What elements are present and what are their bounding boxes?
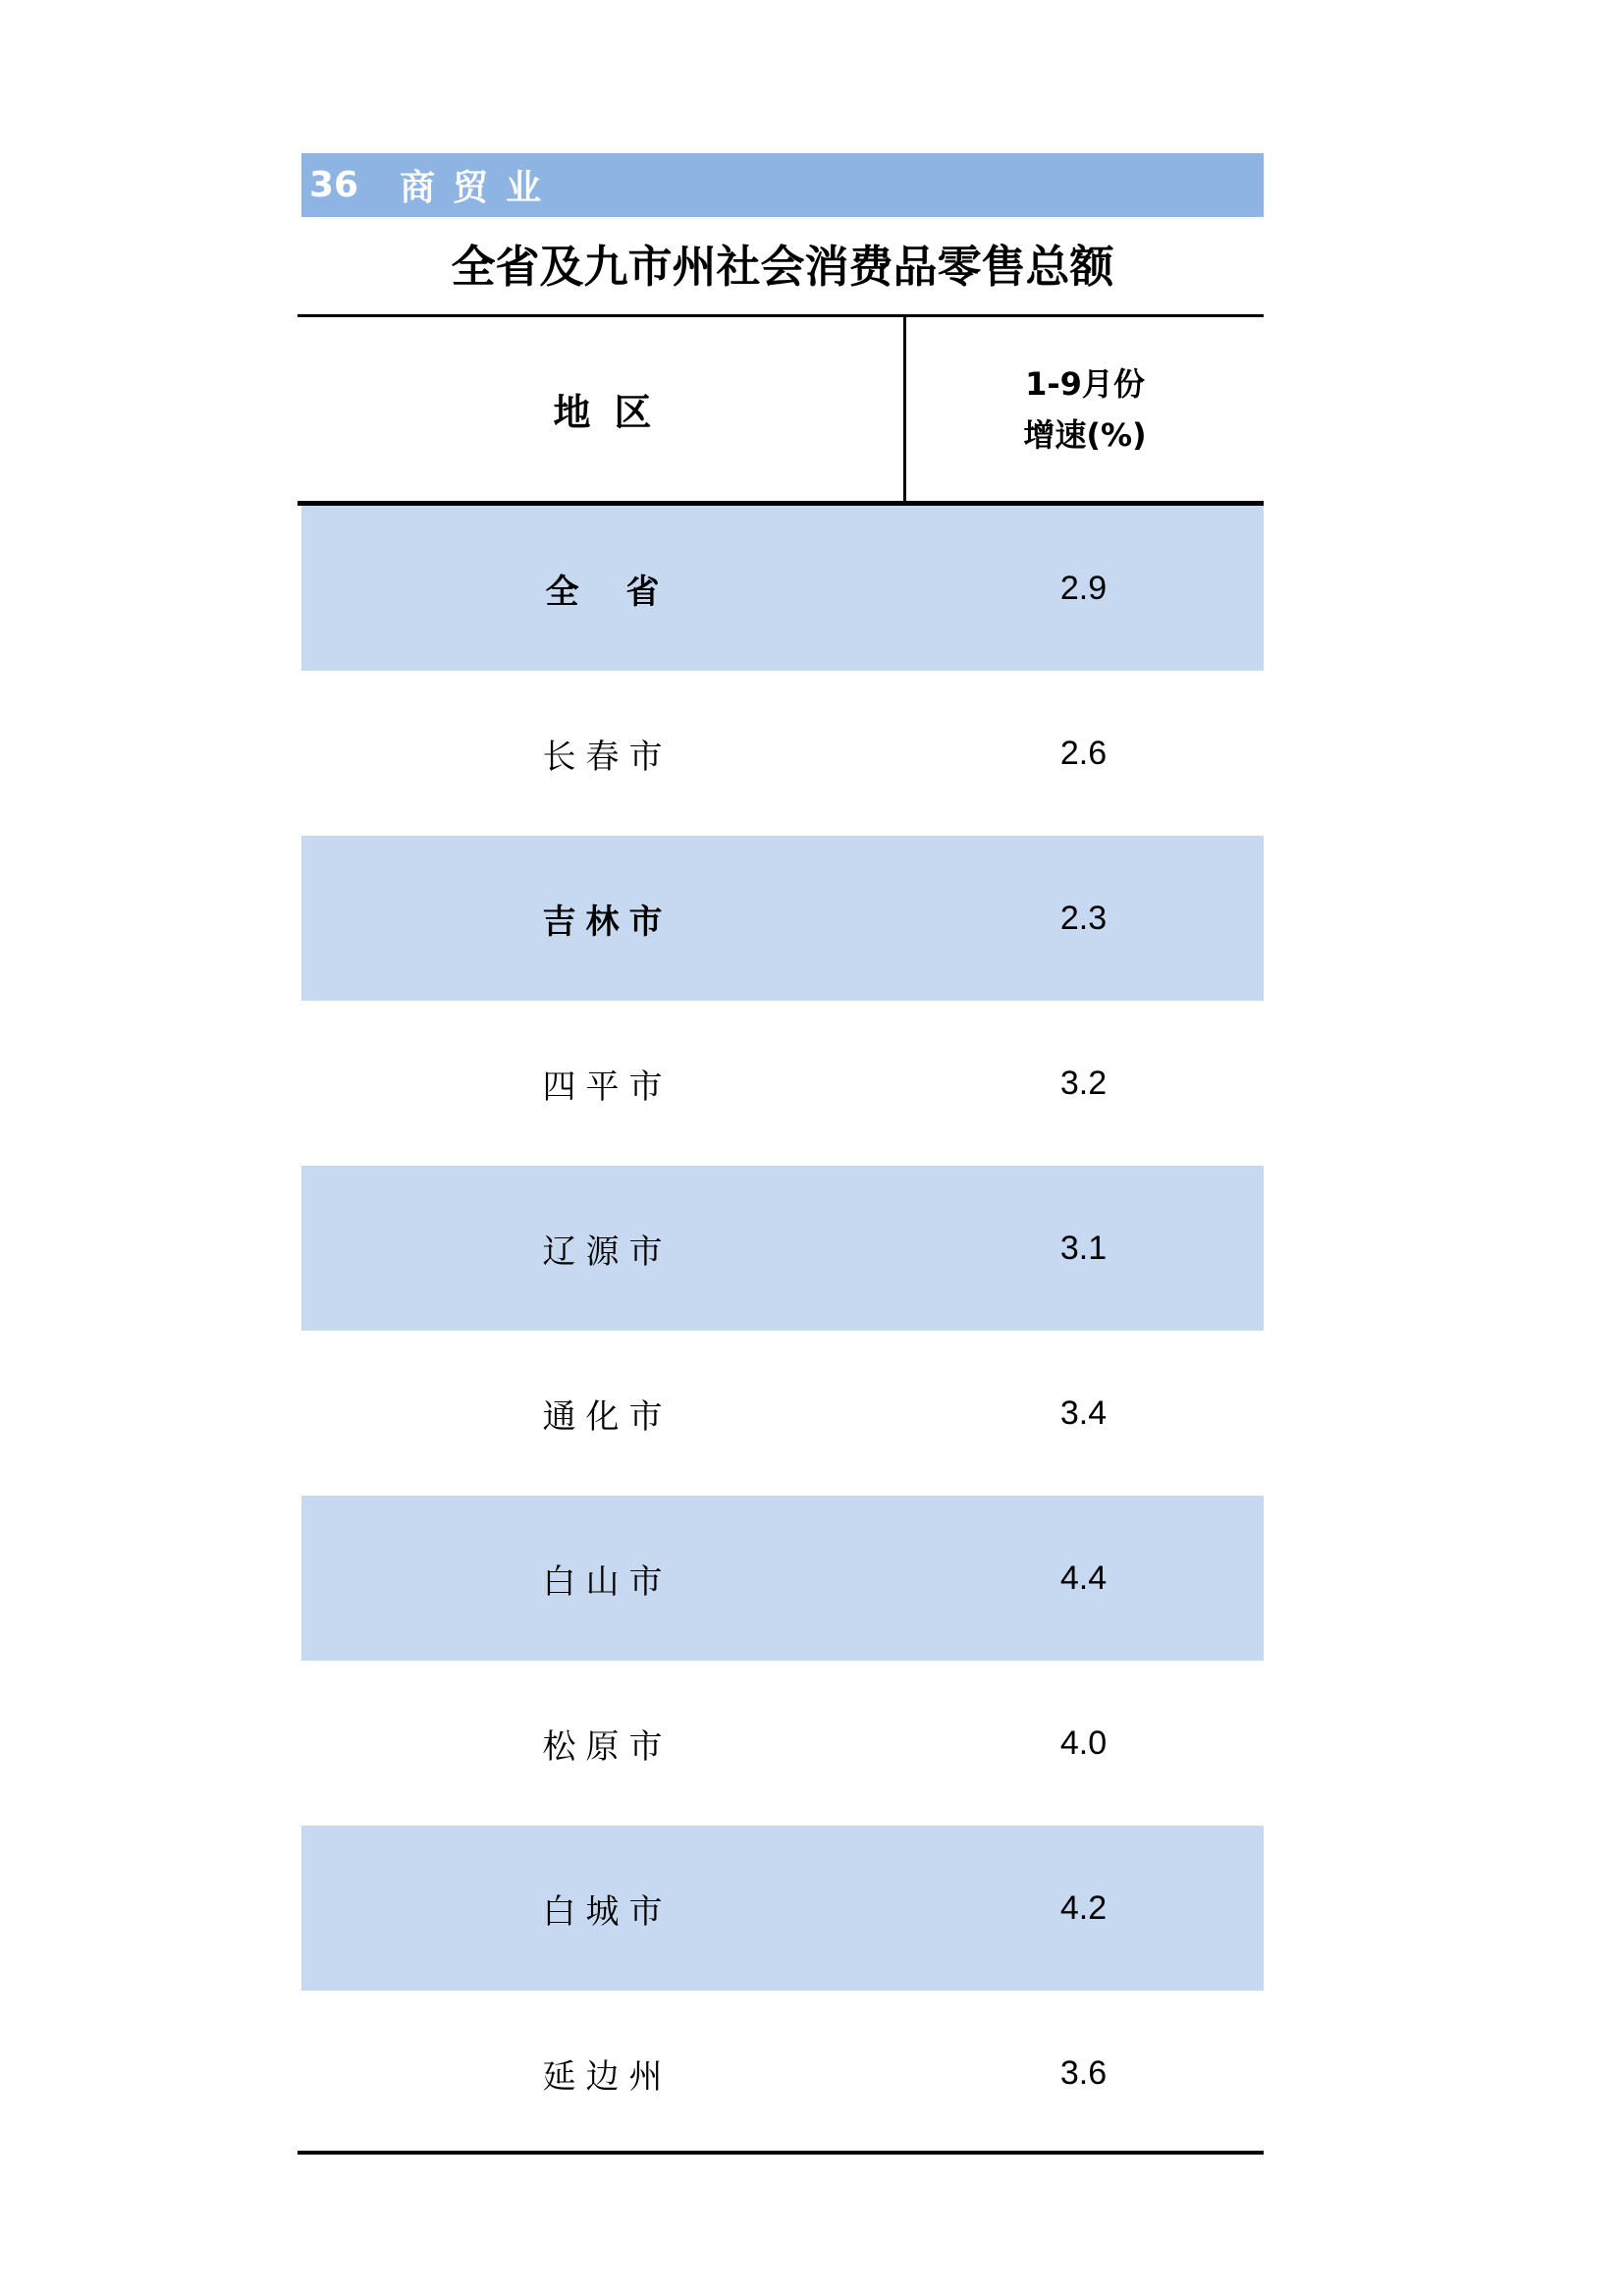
growth-value-cell: 2.3 bbox=[1059, 899, 1108, 937]
header-growth-label: 增速(%) bbox=[1023, 415, 1147, 454]
table-row bbox=[301, 1991, 1264, 2156]
table-row bbox=[301, 1331, 1264, 1496]
table-title: 全省及九市州社会消费品零售总额 bbox=[451, 241, 1114, 293]
section-name: 商贸业 bbox=[400, 168, 560, 208]
table-row bbox=[301, 836, 1264, 1001]
region-cell: 吉林市 bbox=[542, 902, 673, 942]
table-row bbox=[301, 1826, 1264, 1991]
region-cell: 延边州 bbox=[542, 2056, 673, 2097]
table-row bbox=[301, 1001, 1264, 1166]
section-banner bbox=[301, 153, 1264, 217]
table-row bbox=[301, 671, 1264, 836]
table-row bbox=[301, 1496, 1264, 1661]
region-cell: 全省 bbox=[545, 572, 707, 612]
growth-value-cell: 4.2 bbox=[1059, 1888, 1108, 1927]
region-cell: 白山市 bbox=[542, 1561, 673, 1602]
table-bottom-rule bbox=[298, 2151, 1264, 2155]
header-growth bbox=[906, 317, 1264, 501]
table-row bbox=[301, 1166, 1264, 1331]
region-cell: 四平市 bbox=[542, 1066, 673, 1107]
growth-value-cell: 3.1 bbox=[1059, 1229, 1108, 1267]
table-row bbox=[301, 506, 1264, 671]
growth-value-cell: 3.6 bbox=[1059, 2053, 1108, 2092]
growth-value-cell: 4.4 bbox=[1059, 1558, 1108, 1597]
region-cell: 白城市 bbox=[542, 1891, 673, 1932]
region-cell: 通化市 bbox=[542, 1396, 673, 1437]
header-period: 1-9月份 bbox=[1025, 364, 1145, 403]
region-cell: 松原市 bbox=[542, 1726, 673, 1767]
growth-value-cell: 3.4 bbox=[1059, 1394, 1108, 1432]
table-body bbox=[301, 506, 1264, 2156]
growth-value-cell: 3.2 bbox=[1059, 1064, 1108, 1102]
growth-value-cell: 2.6 bbox=[1059, 734, 1108, 772]
growth-value-cell: 2.9 bbox=[1059, 569, 1108, 607]
header-region: 地区 bbox=[553, 391, 676, 434]
region-cell: 长春市 bbox=[542, 737, 673, 777]
growth-value-cell: 4.0 bbox=[1059, 1723, 1108, 1762]
table-row bbox=[301, 1661, 1264, 1826]
section-number: 36 bbox=[309, 165, 359, 205]
region-cell: 辽源市 bbox=[542, 1231, 673, 1272]
